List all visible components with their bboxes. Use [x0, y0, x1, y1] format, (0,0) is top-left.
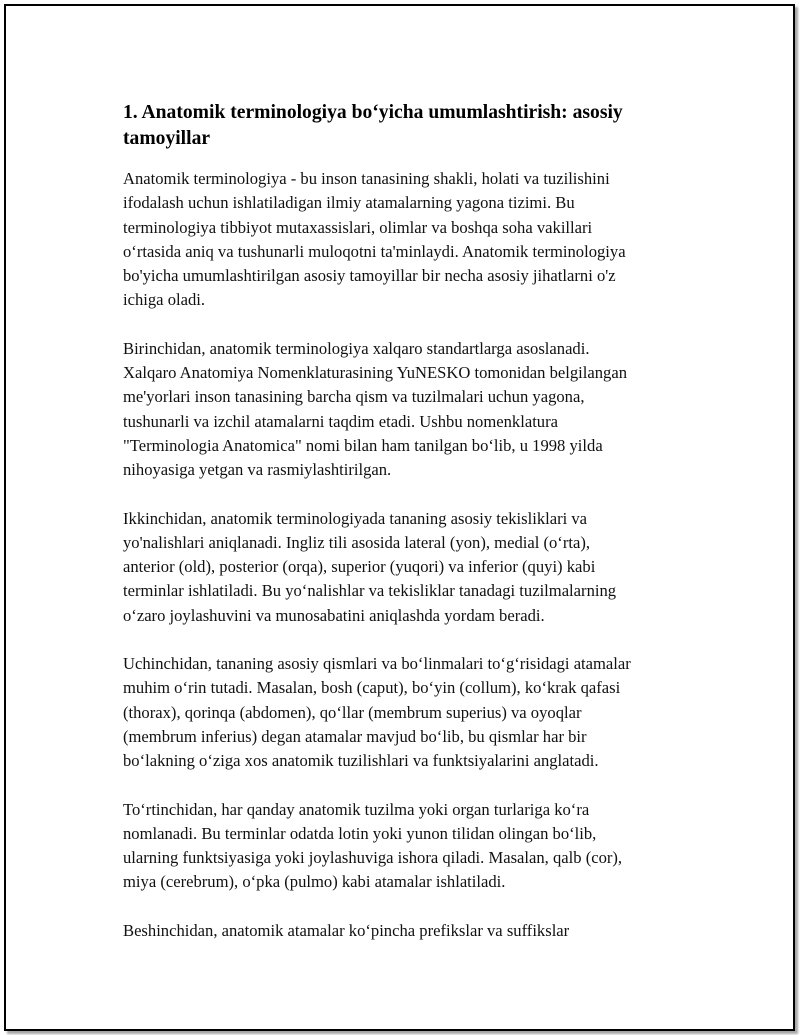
- paragraph-intro: Anatomik terminologiya - bu inson tanasining shakli, holati va tuzilishini ifodalash uchun ishlatiladigan ilmiy atamalarning yagona tizimi. Bu terminologiya tibbiyot mutaxassislari, olimlar va boshqa soha vakillari o‘rtasida aniq va tushunarli muloqotni ta'minlaydi. Anatomik terminologiya bo'yicha umumlashtirilgan asosiy tamoyillar bir necha asosiy jihatlarni o'z ichiga oladi.: [123, 169, 626, 310]
- document-page: [4, 4, 795, 1031]
- paragraph-second: Ikkinchidan, anatomik terminologiyada tananing asosiy tekisliklari va yo'nalishlari aniqlanadi. Ingliz tili asosida lateral (yon), medial (o‘rta), anterior (old), posterior (orqa), superior (yuqori) va inferior (quyi) kabi terminlar ishlatiladi. Bu yo‘nalishlar va tekisliklar tanadagi tuzilmalarning o‘zaro joylashuvini va munosabatini aniqlashda yordam beradi.: [123, 508, 617, 625]
- paragraph-fifth: Beshinchidan, anatomik atamalar ko‘pincha prefikslar va suffikslar: [123, 920, 570, 940]
- section-heading: 1. Anatomik terminologiya bo‘yicha umumlashtirish: asosiy tamoyillar: [123, 102, 623, 149]
- paragraph-first: Birinchidan, anatomik terminologiya xalqaro standartlarga asoslanadi. Xalqaro Anatomiya Nomenklaturasining YuNESKO tomonidan belgilangan me'yorlari inson tanasining barcha qism va tuzilmalari uchun yagona, tushunarli va izchil atamalarni taqdim etadi. Ushbu nomenklatura "Terminologia Anatomica" nomi bilan ham tanilgan bo‘lib, u 1998 yilda nihoyasiga yetgan va rasmiylashtirilgan.: [123, 338, 628, 480]
- paragraph-third: Uchinchidan, tananing asosiy qismlari va bo‘linmalari to‘g‘risidagi atamalar muhim o‘rin tutadi. Masalan, bosh (caput), bo‘yin (collum), ko‘krak qafasi (thorax), qorinqa (abdomen), qo‘llar (membrum superius) va oyoqlar (membrum inferius) degan atamalar mavjud bo‘lib, bu qismlar har bir bo‘lakning o‘ziga xos anatomik tuzilishlari va funktsiyalarini anglatadi.: [123, 654, 631, 771]
- document-body: [123, 100, 693, 967]
- paragraph-fourth: To‘rtinchidan, har qanday anatomik tuzilma yoki organ turlariga ko‘ra nomlanadi. Bu terminlar odatda lotin yoki yunon tilidan olingan bo‘lib, ularning funktsiyasiga yoki joylashuviga ishora qiladi. Masalan, qalb (cor), miya (cerebrum), o‘pka (pulmo) kabi atamalar ishlatiladi.: [123, 799, 623, 892]
